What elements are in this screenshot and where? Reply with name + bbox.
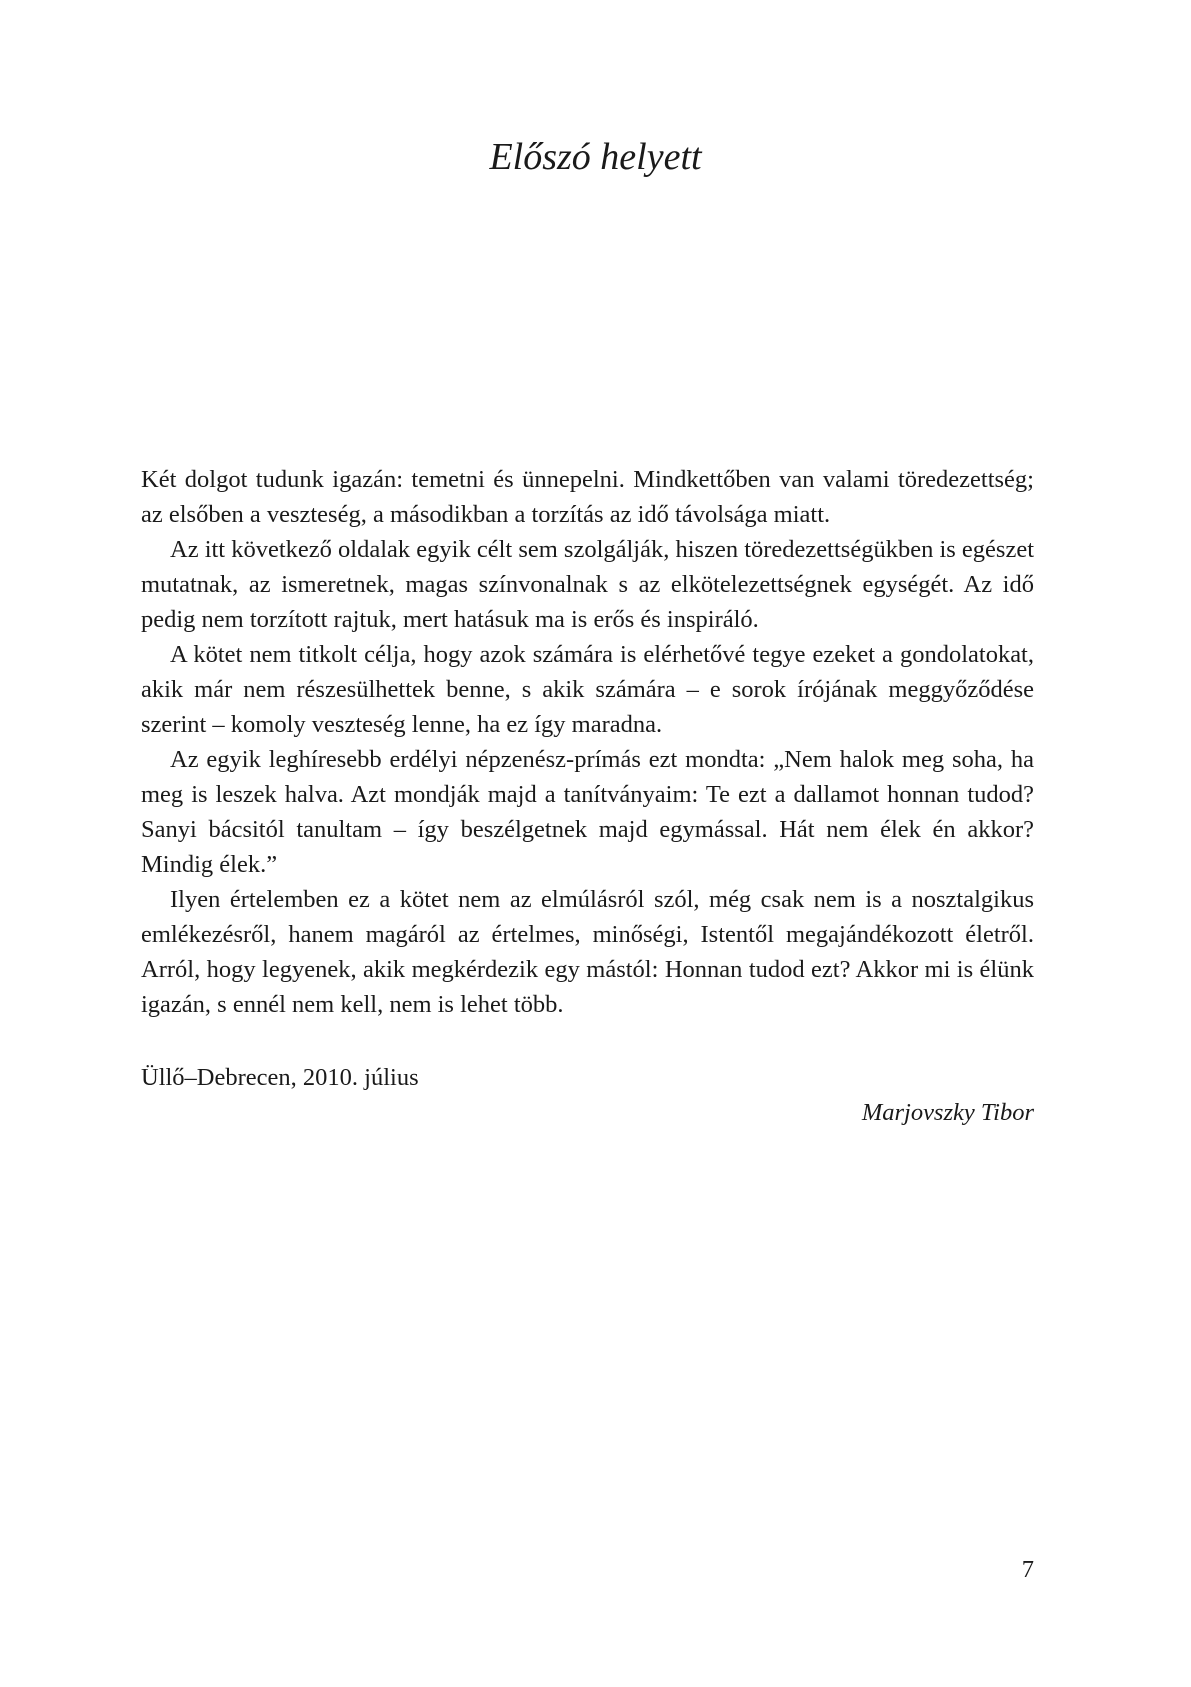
page-title: Előszó helyett [489,136,702,178]
paragraph-5: Ilyen értelemben ez a kötet nem az elmúlásról szól, még csak nem is a nosztalgikus emlékezésről, hanem magáról az értelmes, minőségi, Istentől megajándékozott életről. Arról, hogy legyenek, akik megkérdezik egy mástól: Honnan tudod ezt? Akkor mi is élünk igazán, s ennél nem kell, nem is lehet több. [141,886,1034,1018]
body-text [141,462,1034,1022]
paragraph-4: Az egyik leghíresebb erdélyi népzenész-prímás ezt mondta: „Nem halok meg soha, ha meg is leszek halva. Azt mondják majd a tanítványaim: Te ezt a dallamot honnan tudod? Sanyi bácsitól tanultam – így beszélgetnek majd egymással. Hát nem élek én akkor? Mindig élek.” [141,746,1034,878]
place-date: Üllő–Debrecen, 2010. július [141,1064,419,1091]
paragraph-3: A kötet nem titkolt célja, hogy azok számára is elérhetővé tegye ezeket a gondolatokat, akik már nem részesülhettek benne, s akik számára – e sorok írójának meggyőződése szerint – komoly veszteség lenne, ha ez így maradna. [141,641,1034,738]
paragraph-2: Az itt következő oldalak egyik célt sem szolgálják, hiszen töredezettségükben is egészet mutatnak, az ismeretnek, magas színvonalnak s az elkötelezettségnek egységét. Az idő pedig nem torzított rajtuk, mert hatásuk ma is erős és inspiráló. [141,536,1034,633]
author-signature: Marjovszky Tibor [861,1099,1034,1126]
paragraph-1: Két dolgot tudunk igazán: temetni és ünnepelni. Mindkettőben van valami töredezettség; az elsőben a veszteség, a másodikban a torzítás az idő távolsága miatt. [141,466,1034,528]
page-number: 7 [1021,1556,1034,1583]
